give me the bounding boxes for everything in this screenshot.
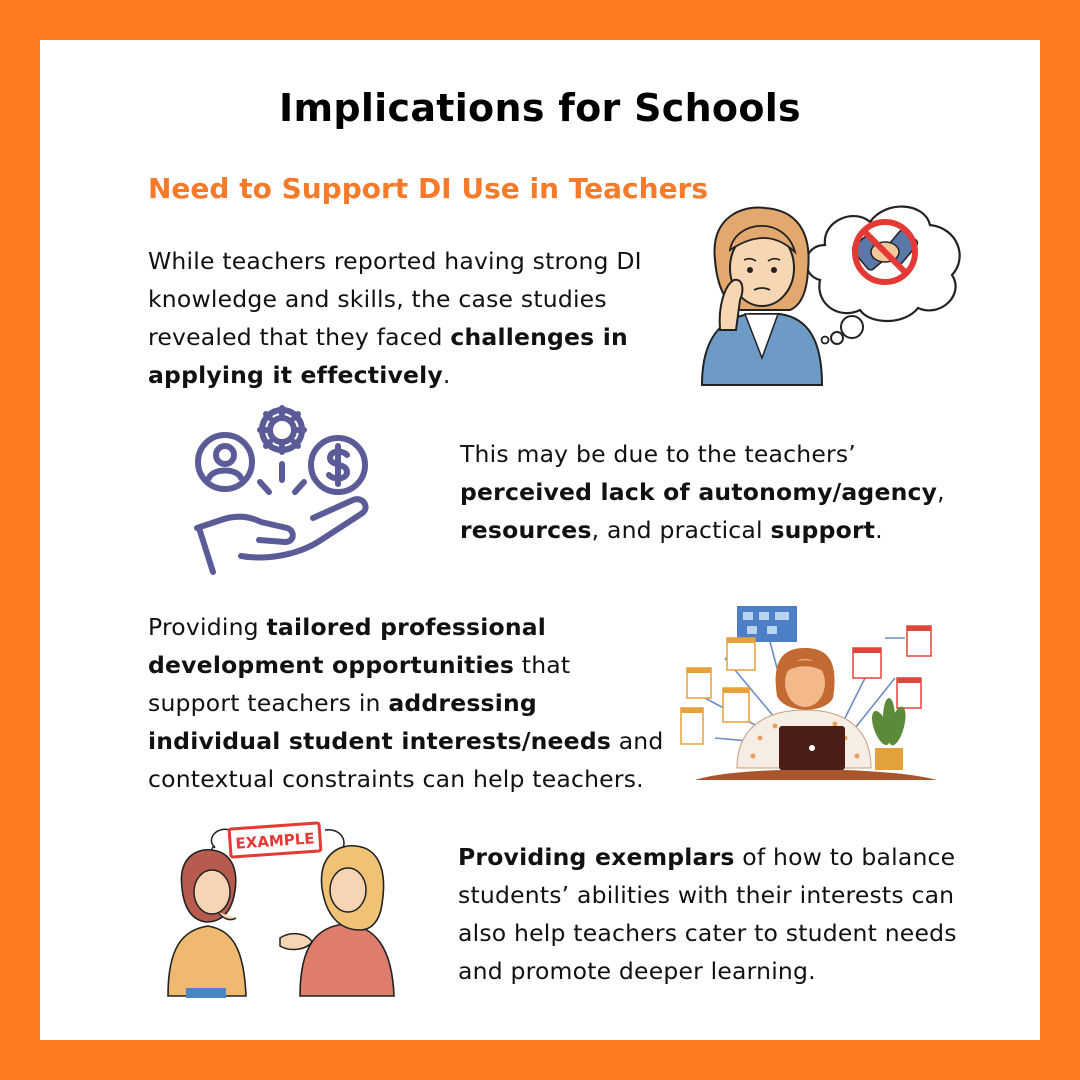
paragraph-challenges: While teachers reported having strong DI knowledge and skills, the case studies revealed that they faced challenges in applying it effectively. — [148, 247, 642, 389]
example-badge — [229, 823, 321, 857]
page-title: Implications for Schools — [279, 86, 801, 130]
person-icon — [198, 435, 252, 489]
example-label: EXAMPLE — [234, 829, 316, 853]
discussion-illustration — [160, 818, 410, 998]
paragraph-professional-development: Providing tailored professional development opportunities that support teachers in addressing individual student interests/needs and contextual constraints can help teachers. — [148, 613, 664, 793]
section-subtitle: Need to Support DI Use in Teachers — [148, 172, 709, 205]
dollar-icon — [311, 438, 365, 492]
worried-teacher-illustration — [690, 190, 980, 390]
resources-hand-icon — [185, 400, 385, 580]
gear-icon — [260, 408, 304, 452]
paragraph-reasons: This may be due to the teachers’ perceived lack of autonomy/agency, resources, and practical support. — [460, 440, 945, 544]
planning-woman-illustration — [675, 598, 945, 788]
paragraph-exemplars: Providing exemplars of how to balance students’ abilities with their interests can also help teachers cater to student needs and promote deeper learning. — [458, 843, 957, 985]
